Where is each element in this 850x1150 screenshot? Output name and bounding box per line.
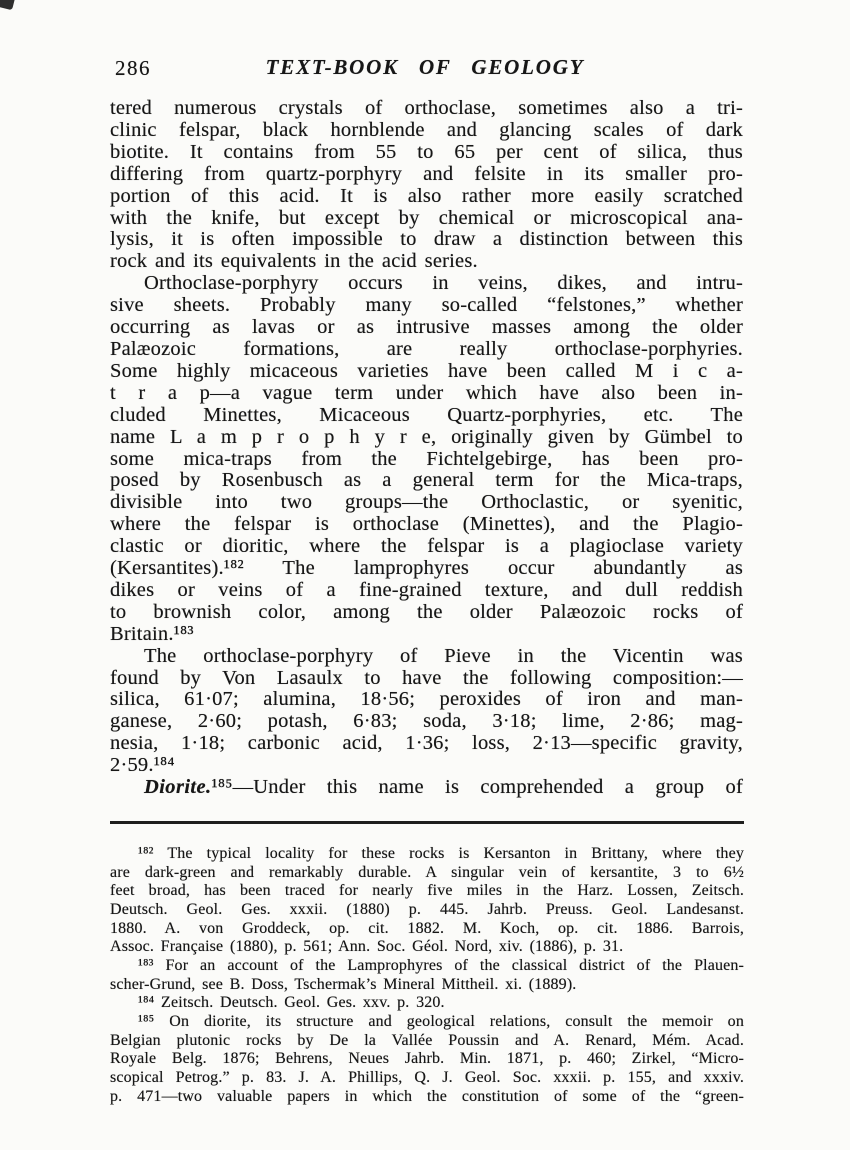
body-line: sive sheets. Probably many so-called “felstones,” whether (110, 294, 743, 317)
footnote-line: scopical Petrog.” p. 83. J. A. Phillips, Q. J. Geol. Soc. xxxii. p. 155, and xxxiv. (110, 1068, 744, 1086)
body-line: lysis, it is often impossible to draw a distinction between this (110, 228, 743, 251)
paragraph-4-diorite (110, 777, 743, 799)
footnote-line: 1880. A. von Groddeck, op. cit. 1882. M. Koch, op. cit. 1886. Barrois, (110, 919, 744, 937)
footnote-line: ¹⁸⁵ On diorite, its structure and geological relations, consult the memoir on (138, 1012, 744, 1030)
body-line: nesia, 1·18; carbonic acid, 1·36; loss, 2·13—specific gravity, (110, 732, 743, 755)
body-line: rock and its equivalents in the acid series. (110, 250, 478, 273)
footnote-183 (110, 957, 744, 994)
footnotes (110, 845, 744, 1106)
footnote-line: ¹⁸⁴ Zeitsch. Deutsch. Geol. Ges. xxv. p. 320. (138, 994, 445, 1012)
body-line: Orthoclase-porphyry occurs in veins, dikes, and intru- (144, 272, 743, 295)
diorite-term: Diorite. (144, 776, 212, 799)
body-line: posed by Rosenbusch as a general term for the Mica-traps, (110, 469, 743, 492)
body-line: found by Von Lasaulx to have the following composition:— (110, 666, 743, 689)
footnote-line: ¹⁸² The typical locality for these rocks is Kersanton in Brittany, where they (138, 845, 744, 862)
body-line: divisible into two groups—the Orthoclastic, or syenitic, (110, 491, 743, 514)
body-line: to brownish color, among the older Palæozoic rocks of (110, 600, 743, 623)
body-line: portion of this acid. It is also rather more easily scratched (110, 184, 743, 207)
footnote-line: Royale Belg. 1876; Behrens, Neues Jahrb. Min. 1871, p. 460; Zirkel, “Micro- (110, 1050, 744, 1068)
footnote-ref-185: ¹⁸⁵ (211, 776, 233, 799)
body-line (110, 777, 743, 799)
body-line: t r a p—a vague term under which have also been in- (110, 381, 743, 404)
footnote-185 (110, 1013, 744, 1106)
body-line: silica, 61·07; alumina, 18·56; peroxides of iron and man- (110, 688, 743, 711)
footnote-line: are dark-green and remarkably durable. A singular vein of kersantite, 3 to 6½ (110, 863, 744, 881)
scan-artifact (0, 0, 15, 10)
paragraph-3 (110, 646, 743, 777)
footnote-182 (110, 845, 744, 957)
footnote-line: feet broad, has been traced for nearly five miles in the Harz. Lossen, Zeitsch. (110, 882, 744, 900)
footnote-184 (110, 994, 744, 1013)
footnote-line: scher-Grund, see B. Doss, Tschermak’s Mineral Mittheil. xi. (1889). (110, 975, 577, 993)
body-line: ganese, 2·60; potash, 6·83; soda, 3·18; lime, 2·86; mag- (110, 710, 743, 733)
body-line: clinic felspar, black hornblende and glancing scales of dark (110, 118, 743, 141)
diorite-rest: —Under this name is comprehended a group of (232, 776, 743, 799)
body-line: tered numerous crystals of orthoclase, sometimes also a tri- (110, 97, 743, 119)
footnote-line: ¹⁸³ For an account of the Lamprophyres of the classical district of the Plauen- (138, 956, 744, 974)
body-line: cluded Minettes, Micaceous Quartz-porphyries, etc. The (110, 403, 743, 426)
body-line: name L a m p r o p h y r e, originally given by Gümbel to (110, 425, 743, 448)
body-line: The orthoclase-porphyry of Pieve in the Vicentin was (144, 644, 743, 667)
footnote-line: Deutsch. Geol. Ges. xxxii. (1880) p. 445. Jahrb. Preuss. Geol. Landesanst. (110, 900, 744, 918)
paragraph-1 (110, 98, 743, 273)
body-line: differing from quartz-porphyry and felsite in its smaller pro- (110, 162, 743, 185)
body-line: Britain.¹⁸³ (110, 622, 194, 645)
body-line: with the knife, but except by chemical or microscopical ana- (110, 206, 743, 229)
body-line: where the felspar is orthoclase (Minettes), and the Plagio- (110, 513, 743, 536)
footnote-line: p. 471—two valuable papers in which the constitution of some of the “green- (110, 1087, 744, 1105)
body-line: (Kersantites).¹⁸² The lamprophyres occur abundantly as (110, 557, 743, 580)
footnote-rule (110, 821, 744, 824)
body-text (110, 98, 743, 799)
body-line: occurring as lavas or as intrusive masses among the older (110, 316, 743, 339)
body-line: Palæozoic formations, are really orthoclase-porphyries. (110, 337, 743, 360)
body-line: 2·59.¹⁸⁴ (110, 754, 175, 777)
footnote-line: Assoc. Française (1880), p. 561; Ann. Soc. Géol. Nord, xiv. (1886), p. 31. (110, 938, 624, 956)
running-title: TEXT-BOOK OF GEOLOGY (265, 55, 585, 79)
body-line: some mica-traps from the Fichtelgebirge, has been pro- (110, 447, 743, 470)
footnote-line: Belgian plutonic rocks by De la Vallée Poussin and A. Renard, Mém. Acad. (110, 1031, 744, 1049)
paragraph-2 (110, 273, 743, 645)
body-line: Some highly micaceous varieties have been called M i c a- (110, 359, 743, 382)
page-number: 286 (115, 56, 151, 80)
body-line: biotite. It contains from 55 to 65 per cent of silica, thus (110, 140, 743, 163)
body-line: dikes or veins of a fine-grained texture, and dull reddish (110, 578, 743, 601)
body-line: clastic or dioritic, where the felspar is a plagioclase variety (110, 535, 743, 558)
